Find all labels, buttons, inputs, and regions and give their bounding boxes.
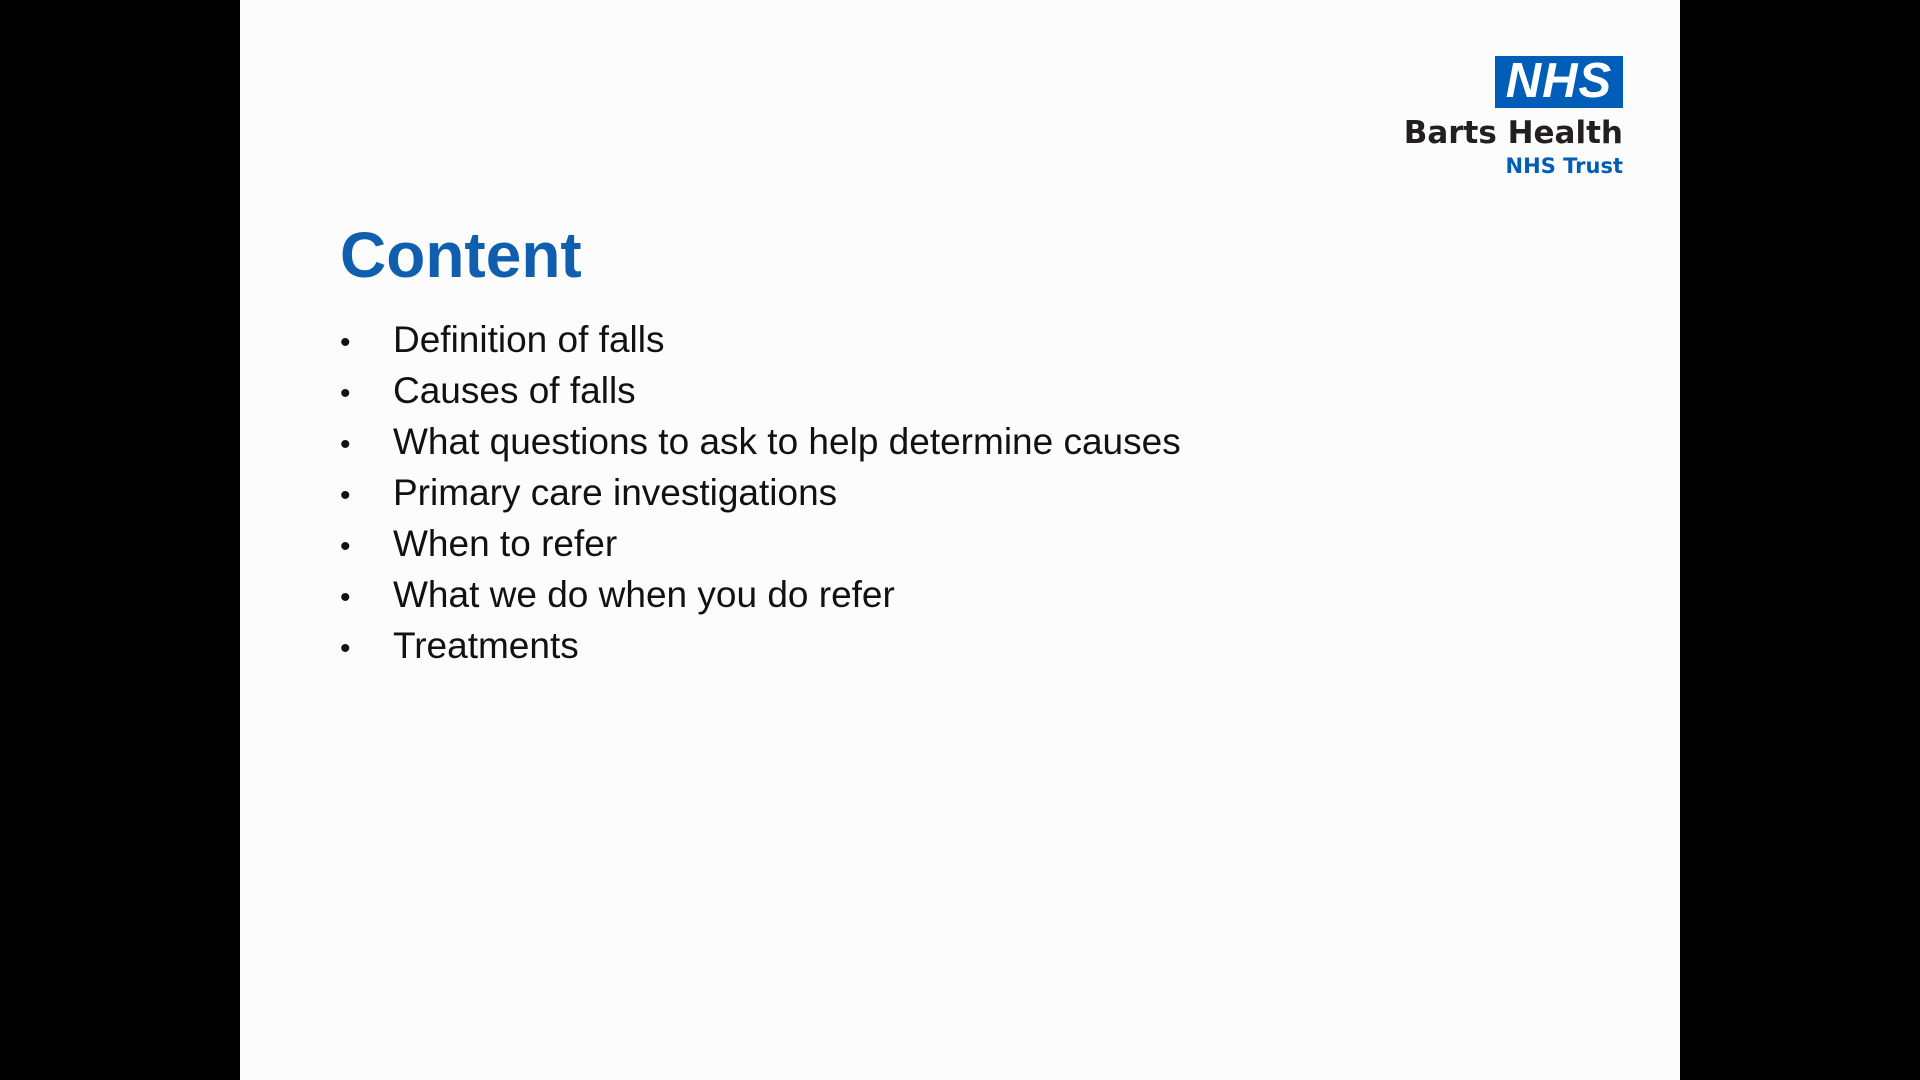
bullet-icon: • <box>340 581 351 614</box>
nhs-logo <box>1404 56 1623 178</box>
bullet-icon: • <box>340 632 351 665</box>
list-item <box>340 367 1181 418</box>
list-item-text: When to refer <box>393 523 618 564</box>
bullet-icon: • <box>340 377 351 410</box>
list-item <box>340 316 1181 367</box>
list-item <box>340 418 1181 469</box>
list-item-text: Definition of falls <box>393 319 665 360</box>
organisation-name: Barts Health <box>1403 115 1623 151</box>
list-item <box>340 571 1181 622</box>
slide-title: Content <box>340 219 582 291</box>
list-item <box>340 622 1181 673</box>
list-item-text: What questions to ask to help determine causes <box>393 421 1181 462</box>
bullet-icon: • <box>340 326 351 359</box>
bullet-icon: • <box>340 428 351 461</box>
list-item <box>340 520 1181 571</box>
trust-name: NHS Trust <box>1505 154 1623 178</box>
list-item-text: Primary care investigations <box>393 472 838 513</box>
slide <box>240 0 1680 1080</box>
content-list <box>340 316 1181 673</box>
list-item-text: Treatments <box>393 625 579 666</box>
list-item <box>340 469 1181 520</box>
bullet-icon: • <box>340 530 351 563</box>
bullet-icon: • <box>340 479 351 512</box>
list-item-text: What we do when you do refer <box>393 574 895 615</box>
list-item-text: Causes of falls <box>393 370 636 411</box>
nhs-logo-mark: NHS <box>1495 56 1623 108</box>
